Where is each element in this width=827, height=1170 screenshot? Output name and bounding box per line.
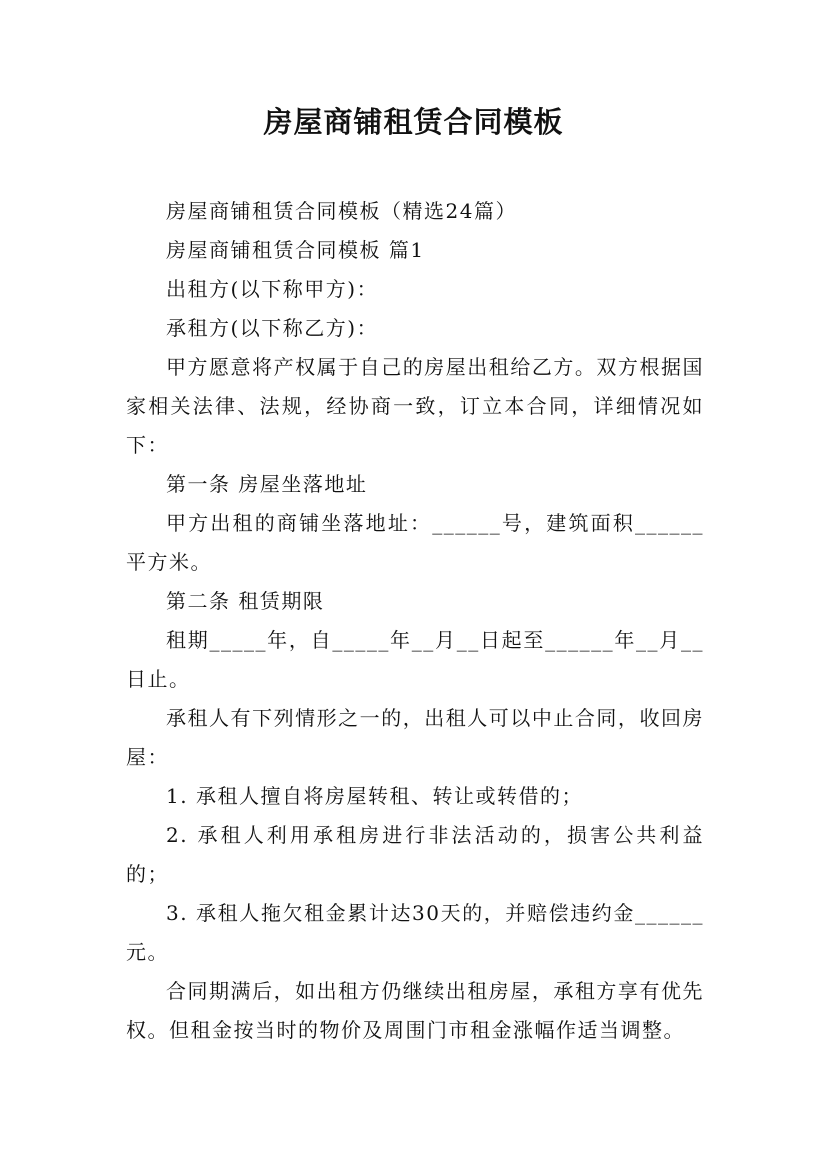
- list-item-2: 2. 承租人利用承租房进行非法活动的，损害公共利益的；: [126, 823, 704, 886]
- paragraph-subtitle: 房屋商铺租赁合同模板（精选24篇）: [166, 199, 517, 223]
- document-body: [126, 192, 704, 1050]
- paragraph-article-2-heading: 第二条 租赁期限: [166, 589, 325, 613]
- paragraph-section-heading: 房屋商铺租赁合同模板 篇1: [166, 238, 425, 262]
- paragraph-intro: 甲方愿意将产权属于自己的房屋出租给乙方。双方根据国家相关法律、法规，经协商一致，订立本合同，详细情况如下：: [126, 355, 704, 457]
- paragraph-address: 甲方出租的商铺坐落地址：______号，建筑面积______平方米。: [126, 511, 704, 574]
- paragraph-termination-conditions: 承租人有下列情形之一的，出租人可以中止合同，收回房屋：: [126, 706, 704, 769]
- paragraph-lessor: 出租方(以下称甲方)：: [166, 277, 379, 301]
- paragraph-lessee: 承租方(以下称乙方)：: [166, 316, 379, 340]
- paragraph-article-1-heading: 第一条 房屋坐落地址: [166, 472, 368, 496]
- list-item-1: 1. 承租人擅自将房屋转租、转让或转借的；: [166, 784, 583, 808]
- paragraph-lease-term: 租期_____年，自_____年__月__日起至______年__月__日止。: [126, 628, 704, 691]
- document-title: 房屋商铺租赁合同模板: [263, 105, 564, 139]
- list-item-3: 3. 承租人拖欠租金累计达30天的，并赔偿违约金______元。: [126, 901, 704, 964]
- paragraph-renewal: 合同期满后，如出租方仍继续出租房屋，承租方享有优先权。但租金按当时的物价及周围门市租金涨幅作适当调整。: [126, 979, 704, 1042]
